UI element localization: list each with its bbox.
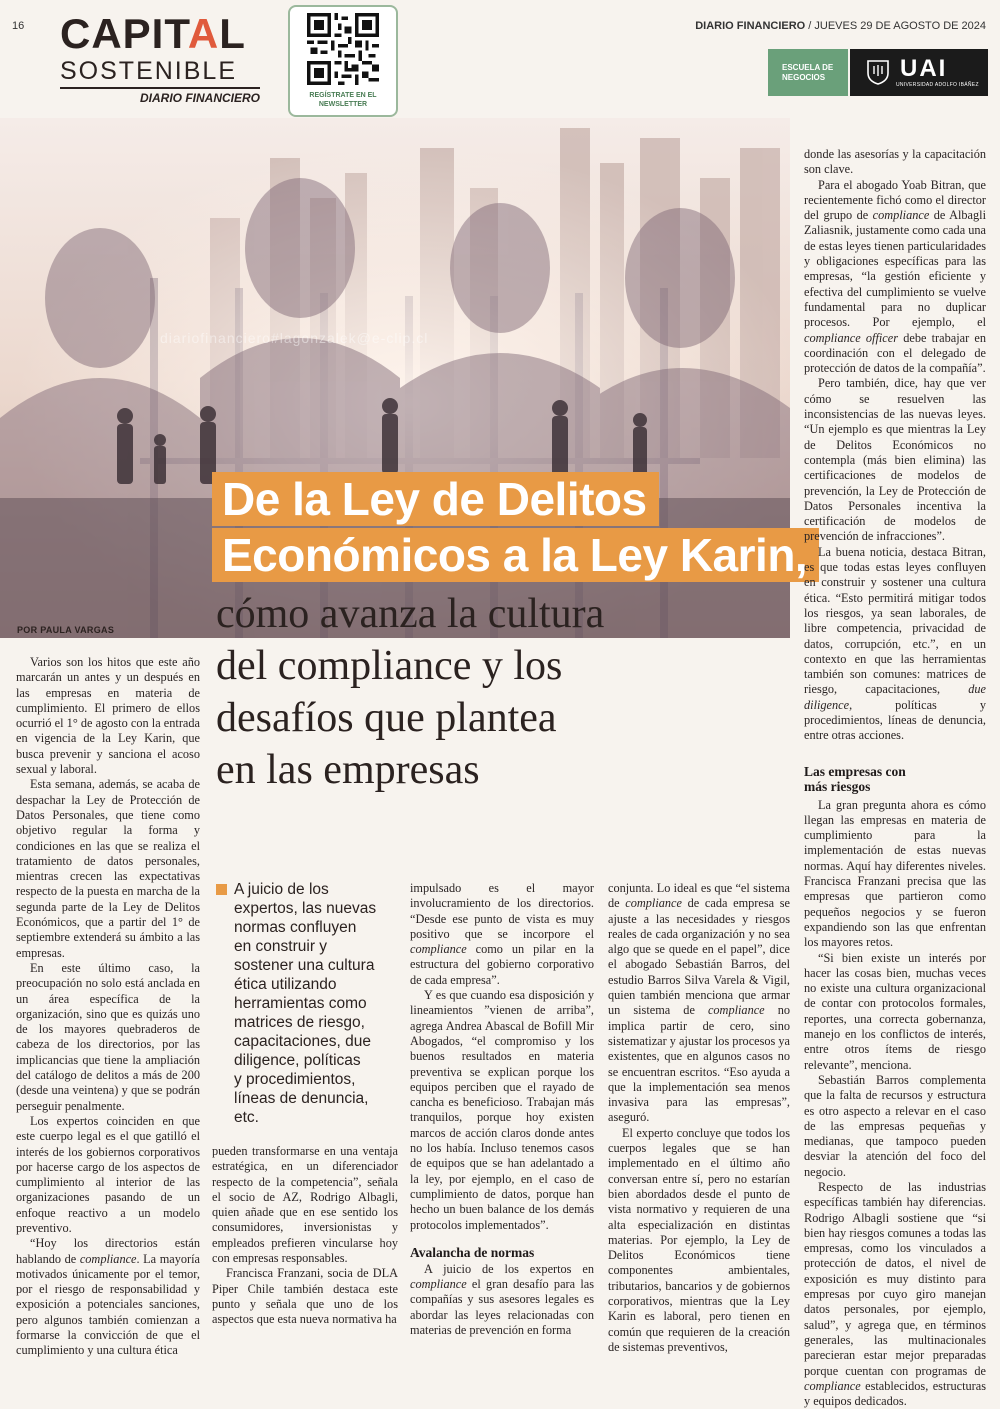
headline-band-line-1: De la Ley de Delitos [212,472,659,526]
sponsor-uai-logo [850,49,988,96]
section-heading-empresas-riesgos: Las empresas con más riesgos [804,763,906,794]
watermark: diariofinanciero#lagonzalek@e-clip.cl [160,330,429,346]
sponsor-escuela-negocios: ESCUELA DE NEGOCIOS [768,49,848,96]
page-number: 16 [12,20,25,32]
section-heading-avalancha: Avalancha de normas [410,1244,535,1260]
publication-date: DIARIO FINANCIERO / JUEVES 29 DE AGOSTO DE 2024 [695,20,986,32]
headline-subtitle: cómo avanza la cultura del compliance y los desafíos que plantea en las empresas [216,591,605,793]
article-column-3: impulsado es el mayor involucramiento de los directorios. “Desde ese punto de vista es muy positivo que se incorpore el compliance como un pilar en la estructura del gobierno corporativo de cada empresa”. Y es que cuando esa disposición y lineamientos ”vienen de arriba”, agrega Andrea Abascal de Bofill Mir Abogados, “el compromiso y los buenos resultados en materia preventiva se explican porque los equipos perciben que el rayado de cancha es beneficioso. Trabajan más tranquilos, porque hoy existen marcos de acción claros donde antes no los había. Incluso tenemos casos de equipos que se han adelantado a la ley, por ejemplo, en el caso de cumplimiento de datos, porque han hecho un buen balance de los demás protocolos implementados”. Avalancha de normas A juicio de los expertos en compliance el gran desafío para las compañías y sus asesores legales es abordar las leyes relacionadas con materias de prevención en forma [410,881,594,1338]
article-column-5: donde las asesorías y la capacitación son clave. Para el abogado Yoab Bitran, que recientemente fichó como el director del grupo de compliance de Albagli Zaliasnik, justamente como cada una de estas leyes tienen particularidades y obligaciones específicas para las empresas, “la gestión eficiente y efectiva del cumplimiento se vuelve fundamental para no duplicar procesos. Por ejemplo, el compliance officer debe trabajar en coordinación con el delegado de protección de datos de la compañía”. Pero también, dice, hay que ver cómo se resuelven las inconsistencias de las nuevas leyes. “Un ejemplo es que mientras la Ley de Delitos Económicos no contempla (más bien elimina) las certificaciones de modelos de prevención, la Ley de Protección de Datos Personales incentiva la certificación de modelos de prevención de infracciones”. La buena noticia, destaca Bitran, es que todas estas leyes confluyen en construir y sostener una cultura ética. “Esto permitirá mitigar todos los riesgos, ya sean laborales, de libre competencia, privacidad de datos, corrupción, etc.”, en un contexto en que las herramientas también son comunes: matrices de riesgo, capacitaciones, due diligence, políticas y procedimientos, líneas de denuncia, entre otras acciones. Las empresas con más riesgos La gran pregunta ahora es cómo llegan las empresas en materia de cumplimiento para la implementación de estas nuevas normas. Aquí hay diferentes niveles. Francisca Franzani precisa que las empresas que partieron como pequeños negocios y se fueron expandiendo son las que enfrentan los mayores retos. “Si bien existe un interés por hacer las cosas bien, muchas veces no existe una cultura organizacional de contar con protocolos formales, reportes, una correcta gobernanza, manejo en los conflictos de interés, entre otros ítems de riesgo relevante”, menciona. Sebastián Barros complementa que la falta de recursos y estructura es otro aspecto a relevar en el caso de las empresas pequeñas y medianas, que tampoco pueden desviar la atención del foco del negocio. Respecto de las industrias específicas también hay diferencias. Rodrigo Albagli sostiene que “si bien hay riesgos comunes a todas las empresas, como los vinculados a protección de datos, el nivel de exposición es muy distinto para empresas por cuyo giro manejan datos personales, por ejemplo, salud”, y agrega que, en términos generales, las multinacionales parecieran estar mejor preparadas porque cuentan con programas de compliance establecidos, estructuras y equipos dedicados. [804,147,986,1409]
headline [212,472,808,796]
pull-quote-bullet-icon [216,884,227,895]
article-column-4: conjunta. Lo ideal es que “el sistema de compliance de cada empresa se ajuste a las necesidades y riesgos reales de cada organización y no sea algo que se quede en el papel”, dice el abogado Sebastián Barros, del estudio Barros Silva Varela & Vigil, quien también menciona que armar un sistema de compliance no implica partir de cero, sino sistematizar y ajustar los procesos ya existentes, que en algunos casos no se encuentran escritos. “Eso ayuda a que la implementación sea menos invasiva para las empresas”, aseguró. El experto concluye que todos los cuerpos legales que se han implementado en el último año conversan entre sí, pero no estarían bien abordados desde el punto de vista normativo y requieren de una alta especialización en distintas materias. Por ejemplo, la Ley de Delitos Económicos tiene componentes ambientales, tributarios, bancarios y de gobiernos corporativos, mientras que la Ley Karin es laboral, pero tienen en común que requieren de la creación de sistemas preventivos, [608,881,791,1354]
byline: POR PAULA VARGAS [17,625,115,635]
logo-capital: CAPITAL [60,10,246,57]
headline-band-line-2: Económicos a la Ley Karin, [212,528,819,582]
qr-caption: REGÍSTRATE EN EL NEWSLETTER [309,92,377,108]
qr-code-icon [307,13,379,85]
newsletter-qr[interactable] [288,5,398,117]
pull-quote: A juicio de los expertos, las nuevas normas confluyen en construir y sostener una cultura ética utilizando herramientas como matrices de riesgo, capacitaciones, due diligence, políticas y procedimientos, líneas de denuncia, etc. [216,880,396,1127]
uai-name: UNIVERSIDAD ADOLFO IBÁÑEZ [896,82,979,88]
article-column-1: Varios son los hitos que este año marcarán un antes y un después en las empresas en materia de cumplimiento. El primero de ellos ocurrió el 1° de agosto con la entrada en vigencia de la Ley Karin, que busca prevenir y sanciona el acoso sexual y laboral. Esta semana, además, se acaba de despachar la Ley de Protección de Datos Personales, que tiene como objetivo regular la forma y condiciones en las que se realiza el tratamiento de datos personales, mientras crecen las expectativas respecto de la puesta en marcha de la segunda parte de la Ley de Delitos Económicos, que a partir del 1° de septiembre extenderá su ámbito a las empresas. En este último caso, la preocupación no solo está anclada en un área específica de la organización, sino que es quizás uno de los mayores quebraderos de cabeza de los directorios, por las implicancias que tiene la ampliación del catálogo de delitos a más de 200 (desde una veintena) y que se podrán perseguir penalmente. Los expertos coinciden en que este cuerpo legal es el que gatilló el interés de los gobiernos corporativos por hacerse cargo de los aspectos de cumplimiento al interior de las organizaciones pasando de un enfoque reactivo a un modelo preventivo. “Hoy los directorios están hablando de compliance. La mayoría motivados únicamente por el temor, por el riesgo de responsabilidad y exposición a potenciales sanciones, pero algunos también comienzan a formarse la convicción de que el cumplimiento y una cultura ética [16,655,200,1358]
uai-letters: UAI [900,55,948,82]
capital-sostenible-logo [60,12,260,105]
logo-sostenible: SOSTENIBLE [60,57,237,85]
uai-shield-icon [866,59,890,85]
logo-diario-financiero: DIARIO FINANCIERO [60,87,260,105]
article-column-2: pueden transformarse en una ventaja estratégica, en un diferenciador respecto de la competencia”, señala el socio de AZ, Rodrigo Albagli, quien añade que en ese sentido los consumidores, inversionistas y empleados prefieren vincularse hoy con empresas responsables. Francisca Franzani, socia de DLA Piper Chile también destaca este punto y señala que uno de los aspectos que esta nueva normativa ha [212,1144,398,1327]
